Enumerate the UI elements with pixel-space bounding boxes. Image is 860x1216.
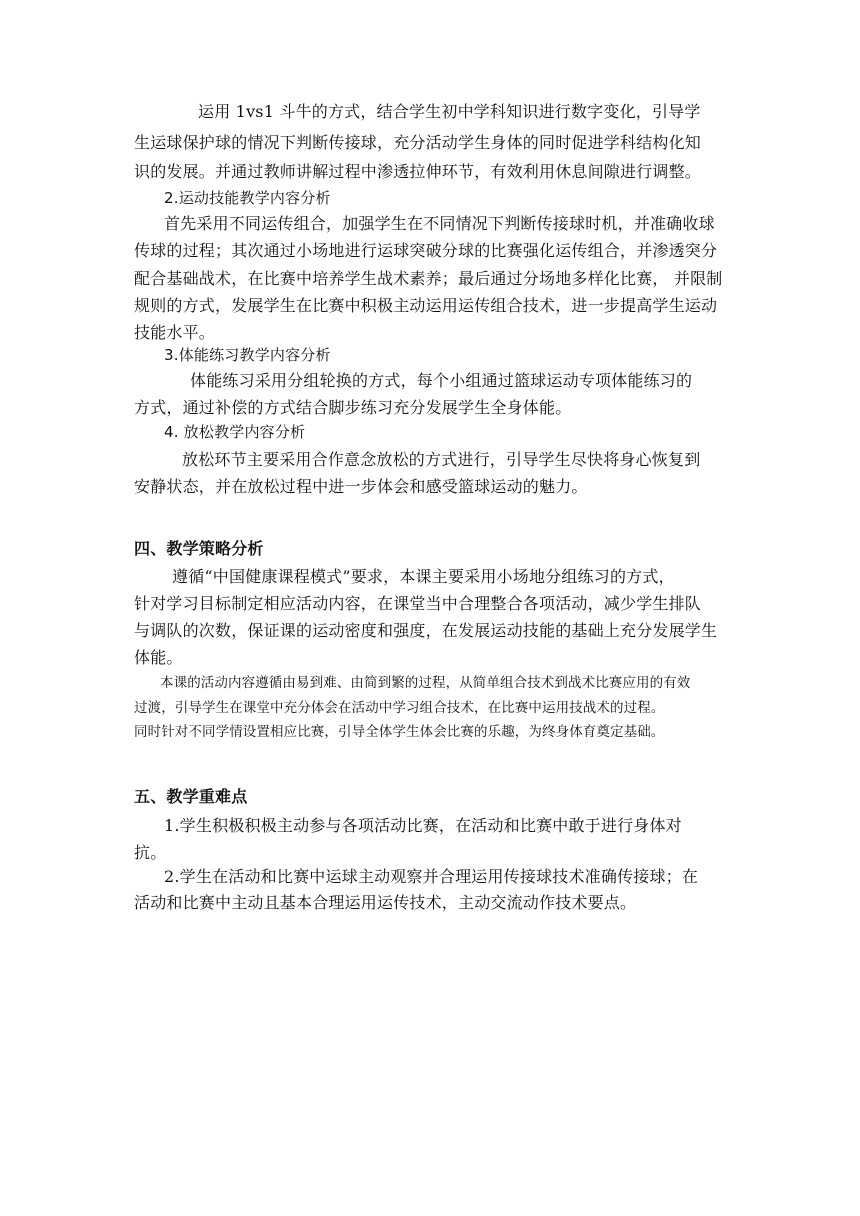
subheading-motor-skills: 2.运动技能教学内容分析: [164, 189, 331, 207]
subheading-relaxation: 4. 放松教学内容分析: [164, 423, 306, 441]
paragraph-line: 生运球保护球的情况下判断传接球，充分活动学生身体的同时促进学科结构化知: [134, 133, 702, 152]
paragraph-line: 体能练习采用分组轮换的方式，每个小组通过篮球运动专项体能练习的: [190, 371, 693, 390]
paragraph-line: 方式，通过补偿的方式结合脚步练习充分发展学生全身体能。: [134, 398, 572, 417]
list-item-line: 1.学生积极积极主动参与各项活动比赛，在活动和比赛中敢于进行身体对: [164, 816, 682, 835]
paragraph-line: 技能水平。: [134, 323, 216, 342]
paragraph-line: 安静状态，并在放松过程中进一步体会和感受篮球运动的魅力。: [134, 477, 588, 496]
paragraph-line-small: 过渡，引导学生在课堂中充分体会在活动中学习组合技术，在比赛中运用技战术的过程。: [134, 700, 665, 716]
list-item-line: 2.学生在活动和比赛中运球主动观察并合理运用传接球技术准确传接球；在: [164, 867, 699, 886]
paragraph-line-small: 本课的活动内容遵循由易到难、由简到繁的过程，从简单组合技术到战术比赛应用的有效: [160, 675, 691, 691]
list-item-line: 抗。: [134, 843, 167, 862]
section-heading-key-points: 五、教学重难点: [134, 787, 248, 806]
list-item-line: 活动和比赛中主动且基本合理运用运传技术，主动交流动作技术要点。: [134, 893, 637, 912]
paragraph-line: 与调队的次数，保证课的运动密度和强度，在发展运动技能的基础上充分发展学生: [134, 621, 718, 640]
paragraph-line: 运用 1vs1 斗牛的方式，结合学生初中学科知识进行数字变化，引导学: [198, 102, 701, 121]
subheading-fitness: 3.体能练习教学内容分析: [164, 346, 331, 364]
paragraph-line-small: 同时针对不同学情设置相应比赛，引导全体学生体会比赛的乐趣，为终身体育奠定基础。: [134, 724, 665, 740]
paragraph-line: 体能。: [134, 648, 183, 667]
section-heading-strategy: 四、教学策略分析: [134, 539, 264, 558]
paragraph-line: 遵循“中国健康课程模式”要求，本课主要采用小场地分组练习的方式，: [172, 567, 675, 586]
paragraph-line: 首先采用不同运传组合，加强学生在不同情况下判断传接球时机，并准确收球: [164, 214, 715, 233]
paragraph-line: 规则的方式，发展学生在比赛中积极主动运用运传组合技术，进一步提高学生运动: [134, 296, 718, 315]
paragraph-line: 识的发展。并通过教师讲解过程中渗透拉伸环节，有效利用休息间隙进行调整。: [134, 162, 702, 181]
paragraph-line: 传球的过程；其次通过小场地进行运球突破分球的比赛强化运传组合，并渗透突分: [134, 241, 718, 260]
paragraph-line: 配合基础战术，在比赛中培养学生战术素养；最后通过分场地多样化比赛， 并限制: [134, 269, 723, 288]
paragraph-line: 针对学习目标制定相应活动内容，在课堂当中合理整合各项活动，减少学生排队: [134, 594, 702, 613]
paragraph-line: 放松环节主要采用合作意念放松的方式进行，引导学生尽快将身心恢复到: [182, 450, 701, 469]
